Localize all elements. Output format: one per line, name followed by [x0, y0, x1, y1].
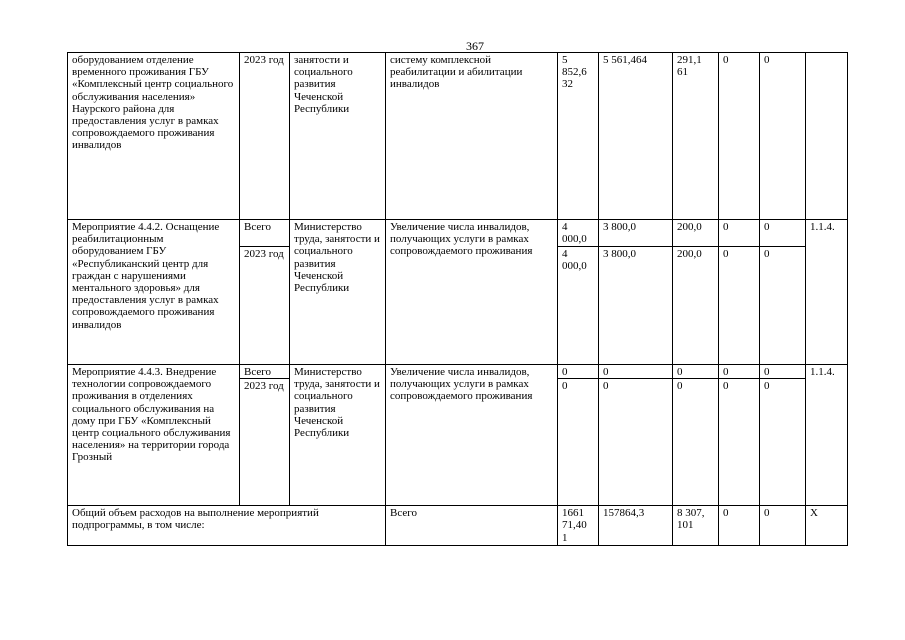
regional-cell: 291,1 61 — [673, 53, 719, 220]
total-cell: 5 852,6 32 — [558, 53, 599, 220]
total-cell: 4 000,0 — [558, 220, 599, 247]
executor-cell: занятости и социального развития Чеченской Республики — [290, 53, 386, 220]
period-cell: Всего — [386, 506, 558, 546]
result-cell: Увеличение числа инвалидов, получающих услуги в рамках сопровождаемого проживания — [386, 220, 558, 365]
summary-label: Общий объем расходов на выполнение мероприятий подпрограммы, в том числе: — [68, 506, 386, 546]
federal-cell: 3 800,0 — [599, 220, 673, 247]
link-cell — [806, 53, 848, 220]
regional-cell: 0 — [673, 365, 719, 379]
federal-cell: 0 — [599, 379, 673, 506]
period-cell: Всего — [240, 220, 290, 247]
value-cell: 0 — [760, 53, 806, 220]
link-cell: 1.1.4. — [806, 365, 848, 506]
period-cell: Всего — [240, 365, 290, 379]
executor-cell: Министерство труда, занятости и социального развития Чеченской Республики — [290, 365, 386, 506]
table-row — [68, 365, 848, 379]
executor-cell: Министерство труда, занятости и социального развития Чеченской Республики — [290, 220, 386, 365]
page-number: 367 — [466, 39, 484, 53]
value-cell: 0 — [719, 220, 760, 247]
regional-cell: 200,0 — [673, 247, 719, 365]
period-cell: 2023 год — [240, 379, 290, 506]
table-row — [68, 220, 848, 247]
value-cell: 0 — [719, 365, 760, 379]
value-cell: 0 — [719, 506, 760, 546]
value-cell: 0 — [760, 220, 806, 247]
federal-cell: 157864,3 — [599, 506, 673, 546]
period-cell: 2023 год — [240, 53, 290, 220]
period-cell: 2023 год — [240, 247, 290, 365]
regional-cell: 8 307, 101 — [673, 506, 719, 546]
result-cell: систему комплексной реабилитации и абилитации инвалидов — [386, 53, 558, 220]
value-cell: 0 — [719, 247, 760, 365]
value-cell: 0 — [760, 365, 806, 379]
event-cell: оборудованием отделение временного проживания ГБУ «Комплексный центр социального обслуживания населения» Наурского района для предоставления услуг в рамках сопровождаемого проживания инвалидов — [68, 53, 240, 220]
value-cell: 0 — [760, 247, 806, 365]
total-cell: 4 000,0 — [558, 247, 599, 365]
link-cell: 1.1.4. — [806, 220, 848, 365]
federal-cell: 0 — [599, 365, 673, 379]
value-cell: 0 — [760, 379, 806, 506]
federal-cell: 3 800,0 — [599, 247, 673, 365]
total-cell: 0 — [558, 365, 599, 379]
table-row — [68, 53, 848, 220]
table-row — [68, 506, 848, 546]
value-cell: 0 — [719, 53, 760, 220]
total-cell: 1661 71,40 1 — [558, 506, 599, 546]
total-cell: 0 — [558, 379, 599, 506]
regional-cell: 0 — [673, 379, 719, 506]
link-cell: Х — [806, 506, 848, 546]
value-cell: 0 — [760, 506, 806, 546]
budget-table — [67, 52, 848, 546]
federal-cell: 5 561,464 — [599, 53, 673, 220]
regional-cell: 200,0 — [673, 220, 719, 247]
value-cell: 0 — [719, 379, 760, 506]
result-cell: Увеличение числа инвалидов, получающих услуги в рамках сопровождаемого проживания — [386, 365, 558, 506]
event-cell: Мероприятие 4.4.2. Оснащение реабилитационным оборудованием ГБУ «Республиканский центр для граждан с нарушениями ментального здоровья» для предоставления услуг в рамках сопровождаемого проживания инвалидов — [68, 220, 240, 365]
event-cell: Мероприятие 4.4.3. Внедрение технологии сопровождаемого проживания в отделениях социального обслуживания на дому при ГБУ «Комплексный центр социального обслуживания населения» на территории города Грозный — [68, 365, 240, 506]
